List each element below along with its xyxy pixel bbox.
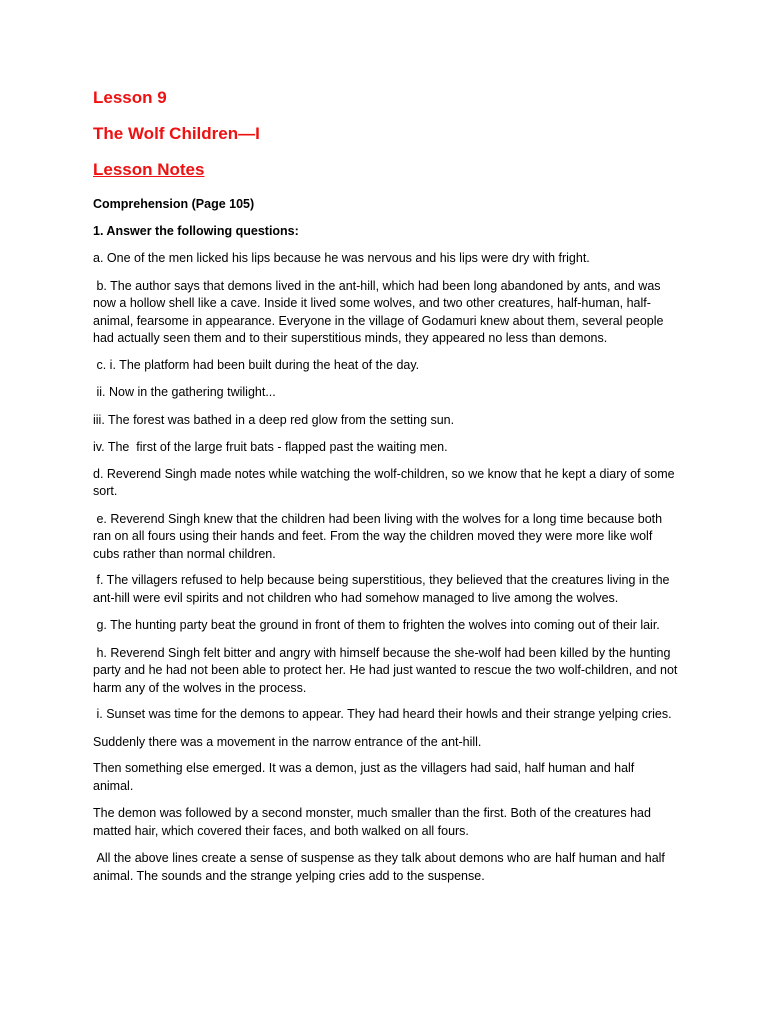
answer-paragraph: i. Sunset was time for the demons to appear. They had heard their howls and their strange yelping cries. [93,707,672,721]
answer-paragraph: b. The author says that demons lived in the ant-hill, which had been long abandoned by ants, and was now a hollow shell like a cave. Inside it lived some wolves, and two other creatures, half-human, half-animal, fearsome in appearance. Everyone in the village of Godamuri knew about them, several people had actually seen them and to their superstitious minds, they appeared no less than demons. [93,278,667,345]
answer-paragraph: h. Reverend Singh felt bitter and angry with himself because the she-wolf had been killed by the hunting party and he had not been able to protect her. He had just wanted to rescue the two wolf-children, and not harm any of the wolves in the process. [93,645,681,695]
answer-paragraph: g. The hunting party beat the ground in front of them to frighten the wolves into coming out of their lair. [93,618,660,632]
answer-paragraph: d. Reverend Singh made notes while watching the wolf-children, so we know that he kept a diary of some sort. [93,466,679,498]
answer-paragraph: f. The villagers refused to help because being superstitious, they believed that the creatures living in the ant-hill were evil spirits and not children who had somehow managed to live among the wolves. [93,573,673,605]
answer-paragraph: Then something else emerged. It was a demon, just as the villagers had said, half human and half animal. [93,761,638,793]
answer-paragraph: All the above lines create a sense of suspense as they talk about demons who are half human and half animal. The sounds and the strange yelping cries add to the suspense. [93,851,669,883]
comprehension-heading: Comprehension (Page 105) [93,197,255,211]
answer-paragraph: iv. The first of the large fruit bats - flapped past the waiting men. [93,440,448,454]
answer-paragraph: The demon was followed by a second monster, much smaller than the first. Both of the creatures had matted hair, which covered their faces, and both walked on all fours. [93,806,655,838]
answer-paragraph: Suddenly there was a movement in the narrow entrance of the ant-hill. [93,734,482,749]
answer-paragraph: a. One of the men licked his lips because he was nervous and his lips were dry with fright. [93,251,590,265]
section-heading: Lesson Notes [93,160,205,179]
question-instruction: 1. Answer the following questions: [93,223,299,238]
lesson-number: Lesson 9 [93,88,167,107]
answer-paragraph: c. i. The platform had been built during the heat of the day. [93,357,420,372]
answer-paragraph: ii. Now in the gathering twilight... [93,385,276,399]
document-page [93,86,681,885]
lesson-title: The Wolf Children—I [93,124,260,143]
answer-paragraph: e. Reverend Singh knew that the children had been living with the wolves for a long time because both ran on all fours using their hands and feet. From the way the children moved they were more like wolf cubs rather than normal children. [93,511,666,561]
answer-paragraph: iii. The forest was bathed in a deep red glow from the setting sun. [93,412,455,427]
